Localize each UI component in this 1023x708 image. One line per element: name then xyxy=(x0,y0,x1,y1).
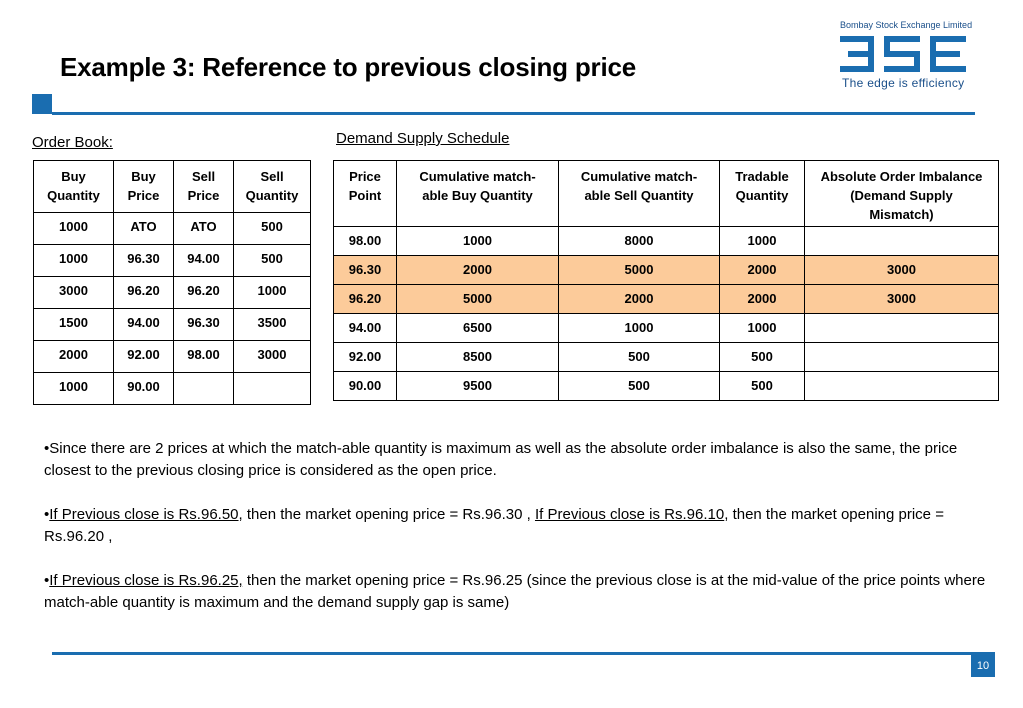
table-row-highlighted xyxy=(334,285,999,314)
column-header: Sell Quantity xyxy=(234,161,311,213)
bullet-paragraph: •Since there are 2 prices at which the match-able quantity is maximum as well as the absolute order imbalance is also the same, the price closest to the previous closing price is considered as the open price. xyxy=(44,440,958,479)
bse-logo-mark-icon xyxy=(838,34,970,74)
column-header: Buy Price xyxy=(114,161,174,213)
table-cell: 500 xyxy=(234,245,311,277)
column-header: Cumulative match- able Buy Quantity xyxy=(397,161,559,227)
table-cell: 1000 xyxy=(34,373,114,405)
scenario-2-label: If Previous close is Rs.96.10 xyxy=(534,506,725,523)
table-cell: 94.00 xyxy=(334,314,397,343)
table-row xyxy=(34,245,311,277)
table-row xyxy=(334,372,999,401)
table-row xyxy=(34,309,311,341)
table-cell: 9500 xyxy=(397,372,559,401)
table-row xyxy=(334,227,999,256)
table-row xyxy=(334,343,999,372)
table-cell: 3500 xyxy=(234,309,311,341)
scenario-1-label: If Previous close is Rs.96.50 xyxy=(49,506,239,523)
table-cell: 1000 xyxy=(397,227,559,256)
table-cell: 1000 xyxy=(720,227,805,256)
table-cell: 2000 xyxy=(34,341,114,373)
table-header-row xyxy=(334,161,999,227)
table-cell: 500 xyxy=(559,372,720,401)
table-row-highlighted xyxy=(334,256,999,285)
table-cell: 2000 xyxy=(720,285,805,314)
table-row xyxy=(334,314,999,343)
demand-supply-label: Demand Supply Schedule xyxy=(336,130,510,147)
table-cell: 5000 xyxy=(559,256,720,285)
table-cell: 3000 xyxy=(805,256,999,285)
table-cell: 90.00 xyxy=(114,373,174,405)
order-book-table xyxy=(33,160,311,405)
explanation-bullets xyxy=(44,438,994,636)
demand-supply-table xyxy=(333,160,999,401)
table-cell: 92.00 xyxy=(334,343,397,372)
bullet-paragraph: •If Previous close is Rs.96.25, then the market opening price = Rs.96.25 (since the previous close is at the mid-value of the price points where match-able quantity is maximum and the demand supply gap is same) xyxy=(44,572,986,611)
table-cell: 500 xyxy=(559,343,720,372)
table-row xyxy=(34,373,311,405)
slide-title: Example 3: Reference to previous closing price xyxy=(60,52,637,82)
table-cell: 8000 xyxy=(559,227,720,256)
table-cell: 1000 xyxy=(34,245,114,277)
table-cell: 2000 xyxy=(559,285,720,314)
header-accent-square xyxy=(32,94,52,114)
table-cell: 6500 xyxy=(397,314,559,343)
table-cell: 96.30 xyxy=(334,256,397,285)
table-cell: 1000 xyxy=(720,314,805,343)
table-cell: 2000 xyxy=(397,256,559,285)
column-header: Absolute Order Imbalance (Demand Supply Mismatch) xyxy=(805,161,999,227)
table-cell: 500 xyxy=(720,343,805,372)
table-cell xyxy=(805,227,999,256)
table-cell: 8500 xyxy=(397,343,559,372)
table-cell: 1500 xyxy=(34,309,114,341)
table-cell: 96.20 xyxy=(334,285,397,314)
page-number: 10 xyxy=(971,655,995,677)
table-cell: 96.30 xyxy=(114,245,174,277)
table-cell: ATO xyxy=(174,213,234,245)
table-cell xyxy=(805,343,999,372)
logo-company-name: Bombay Stock Exchange Limited xyxy=(840,20,973,30)
table-cell: 3000 xyxy=(34,277,114,309)
table-cell: ATO xyxy=(114,213,174,245)
table-cell: 1000 xyxy=(234,277,311,309)
footer-divider xyxy=(52,652,995,655)
table-cell: 96.20 xyxy=(174,277,234,309)
table-header-row xyxy=(34,161,311,213)
table-cell: 94.00 xyxy=(114,309,174,341)
table-cell: 96.20 xyxy=(114,277,174,309)
header-divider xyxy=(52,112,975,115)
table-cell xyxy=(174,373,234,405)
table-cell xyxy=(234,373,311,405)
table-cell: 1000 xyxy=(559,314,720,343)
table-cell: 92.00 xyxy=(114,341,174,373)
table-row xyxy=(34,213,311,245)
bse-logo xyxy=(838,20,978,90)
table-cell: 5000 xyxy=(397,285,559,314)
bullet-paragraph: •If Previous close is Rs.96.50, then the market opening price = Rs.96.30 , If Previous close is Rs.96.10, then the market opening price = Rs.96.20 , xyxy=(44,506,944,545)
table-cell: 90.00 xyxy=(334,372,397,401)
column-header: Tradable Quantity xyxy=(720,161,805,227)
table-cell: 1000 xyxy=(34,213,114,245)
order-book-label: Order Book: xyxy=(32,134,113,151)
table-cell: 3000 xyxy=(805,285,999,314)
scenario-3-label: If Previous close is Rs.96.25, xyxy=(49,572,243,589)
table-cell xyxy=(805,314,999,343)
table-cell xyxy=(805,372,999,401)
table-cell: 2000 xyxy=(720,256,805,285)
column-header: Cumulative match- able Sell Quantity xyxy=(559,161,720,227)
table-cell: 98.00 xyxy=(174,341,234,373)
column-header: Sell Price xyxy=(174,161,234,213)
table-row xyxy=(34,277,311,309)
table-cell: 96.30 xyxy=(174,309,234,341)
table-cell: 500 xyxy=(720,372,805,401)
table-cell: 98.00 xyxy=(334,227,397,256)
table-cell: 3000 xyxy=(234,341,311,373)
column-header: Buy Quantity xyxy=(34,161,114,213)
table-cell: 500 xyxy=(234,213,311,245)
table-cell: 94.00 xyxy=(174,245,234,277)
column-header: Price Point xyxy=(334,161,397,227)
logo-tagline: The edge is efficiency xyxy=(842,76,965,90)
table-row xyxy=(34,341,311,373)
